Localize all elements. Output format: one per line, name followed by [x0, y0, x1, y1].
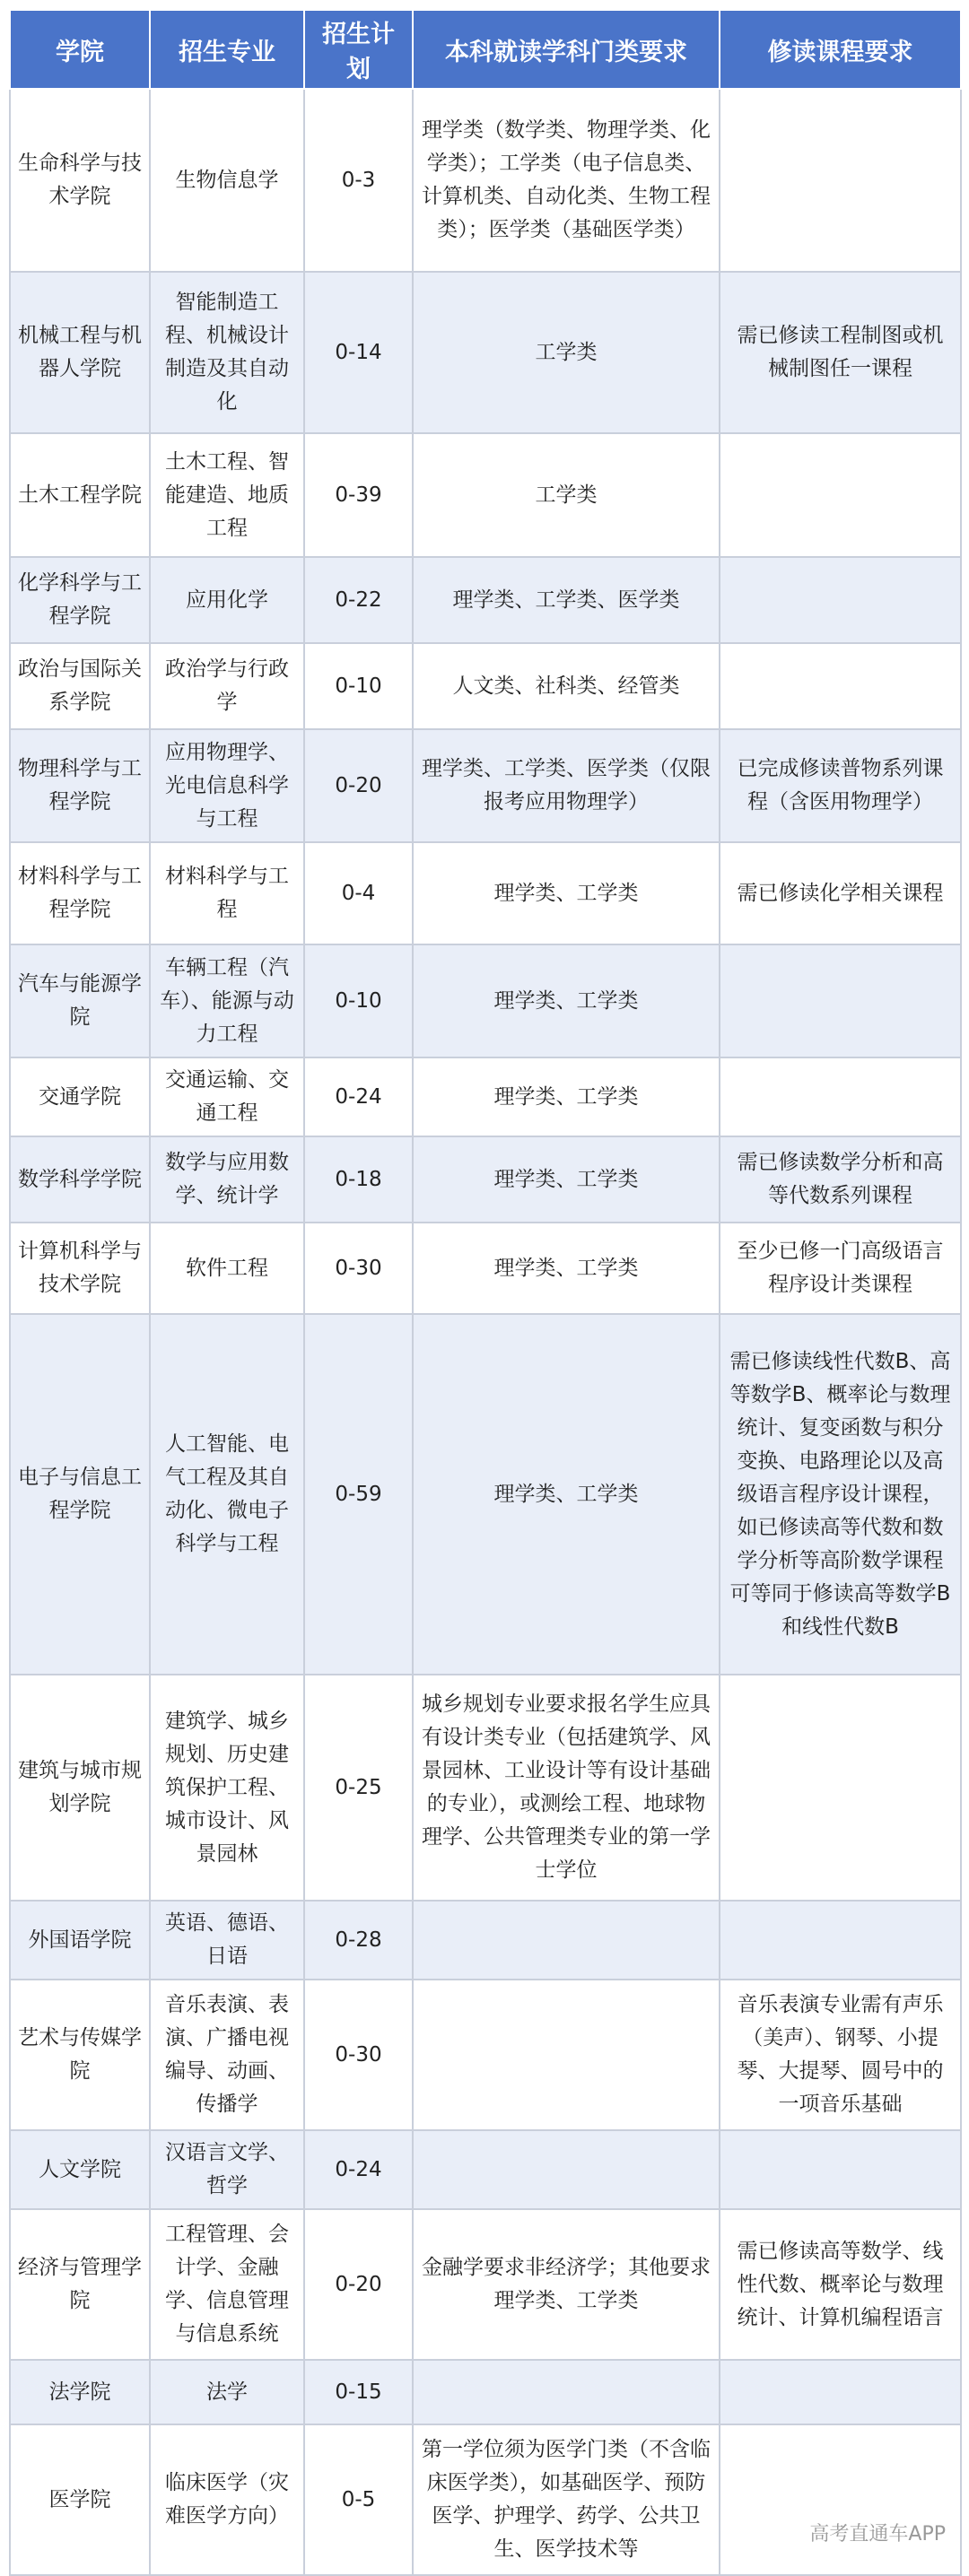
cell-discipline-requirement — [413, 2360, 720, 2424]
cell-quota: 0-22 — [304, 557, 413, 643]
admission-table — [9, 9, 962, 2576]
cell-college: 化学科学与工程学院 — [10, 557, 150, 643]
cell-course-requirement — [720, 89, 961, 272]
cell-major: 法学 — [150, 2360, 304, 2424]
cell-college: 生命科学与技术学院 — [10, 89, 150, 272]
cell-quota: 0-10 — [304, 643, 413, 729]
table-row — [10, 433, 961, 557]
cell-course-requirement: 需已修读化学相关课程 — [720, 842, 961, 944]
cell-college: 机械工程与机器人学院 — [10, 272, 150, 433]
cell-quota: 0-18 — [304, 1136, 413, 1223]
cell-quota: 0-59 — [304, 1314, 413, 1675]
table-row — [10, 842, 961, 944]
cell-major: 汉语言文学、哲学 — [150, 2130, 304, 2209]
cell-course-requirement: 至少已修一门高级语言程序设计类课程 — [720, 1223, 961, 1314]
cell-quota: 0-14 — [304, 272, 413, 433]
cell-discipline-requirement: 理学类、工学类 — [413, 1314, 720, 1675]
table-row — [10, 557, 961, 643]
cell-quota: 0-4 — [304, 842, 413, 944]
cell-quota: 0-25 — [304, 1675, 413, 1901]
cell-quota: 0-15 — [304, 2360, 413, 2424]
table-row — [10, 2424, 961, 2575]
cell-course-requirement — [720, 1675, 961, 1901]
cell-college: 法学院 — [10, 2360, 150, 2424]
table-header-row — [10, 10, 961, 89]
cell-college: 数学科学学院 — [10, 1136, 150, 1223]
cell-course-requirement — [720, 643, 961, 729]
table-row — [10, 643, 961, 729]
cell-major: 材料科学与工程 — [150, 842, 304, 944]
cell-discipline-requirement — [413, 2130, 720, 2209]
cell-major: 生物信息学 — [150, 89, 304, 272]
cell-college: 土木工程学院 — [10, 433, 150, 557]
admission-table-container — [9, 9, 960, 2576]
cell-quota: 0-28 — [304, 1901, 413, 1980]
cell-course-requirement: 需已修读高等数学、线性代数、概率论与数理统计、计算机编程语言 — [720, 2209, 961, 2360]
header-course-requirement: 修读课程要求 — [720, 10, 961, 89]
table-row — [10, 729, 961, 842]
cell-discipline-requirement: 人文类、社科类、经管类 — [413, 643, 720, 729]
cell-discipline-requirement: 理学类、工学类 — [413, 1223, 720, 1314]
table-row — [10, 1136, 961, 1223]
cell-college: 人文学院 — [10, 2130, 150, 2209]
cell-college: 经济与管理学院 — [10, 2209, 150, 2360]
cell-college: 物理科学与工程学院 — [10, 729, 150, 842]
cell-discipline-requirement: 理学类、工学类、医学类 — [413, 557, 720, 643]
cell-discipline-requirement: 金融学要求非经济学；其他要求理学类、工学类 — [413, 2209, 720, 2360]
cell-discipline-requirement: 理学类、工学类 — [413, 1057, 720, 1136]
cell-discipline-requirement: 理学类、工学类 — [413, 1136, 720, 1223]
table-row — [10, 1314, 961, 1675]
cell-major: 临床医学（灾难医学方向） — [150, 2424, 304, 2575]
cell-quota: 0-20 — [304, 2209, 413, 2360]
cell-course-requirement: 需已修读工程制图或机械制图任一课程 — [720, 272, 961, 433]
cell-college: 电子与信息工程学院 — [10, 1314, 150, 1675]
cell-major: 应用物理学、光电信息科学与工程 — [150, 729, 304, 842]
table-row — [10, 2360, 961, 2424]
cell-discipline-requirement: 城乡规划专业要求报名学生应具有设计类专业（包括建筑学、风景园林、工业设计等有设计基础的专业），或测绘工程、地球物理学、公共管理类专业的第一学士学位 — [413, 1675, 720, 1901]
cell-major: 人工智能、电气工程及其自动化、微电子科学与工程 — [150, 1314, 304, 1675]
table-row — [10, 272, 961, 433]
cell-college: 材料科学与工程学院 — [10, 842, 150, 944]
table-row — [10, 1223, 961, 1314]
cell-discipline-requirement: 第一学位须为医学门类（不含临床医学类），如基础医学、预防医学、护理学、药学、公共卫生、医学技术等 — [413, 2424, 720, 2575]
cell-course-requirement — [720, 944, 961, 1057]
cell-major: 车辆工程（汽车）、能源与动力工程 — [150, 944, 304, 1057]
table-row — [10, 1980, 961, 2130]
cell-course-requirement: 需已修读线性代数B、高等数学B、概率论与数理统计、复变函数与积分变换、电路理论以及高级语言程序设计课程，如已修读高等代数和数学分析等高阶数学课程可等同于修读高等数学B和线性代数B — [720, 1314, 961, 1675]
header-college: 学院 — [10, 10, 150, 89]
cell-discipline-requirement: 理学类（数学类、物理学类、化学类）；工学类（电子信息类、计算机类、自动化类、生物工程类）；医学类（基础医学类） — [413, 89, 720, 272]
cell-course-requirement — [720, 2360, 961, 2424]
header-major: 招生专业 — [150, 10, 304, 89]
cell-college: 政治与国际关系学院 — [10, 643, 150, 729]
cell-course-requirement — [720, 557, 961, 643]
cell-major: 智能制造工程、机械设计制造及其自动化 — [150, 272, 304, 433]
cell-course-requirement — [720, 2130, 961, 2209]
cell-college: 建筑与城市规划学院 — [10, 1675, 150, 1901]
cell-college: 艺术与传媒学院 — [10, 1980, 150, 2130]
cell-discipline-requirement: 工学类 — [413, 433, 720, 557]
cell-major: 政治学与行政学 — [150, 643, 304, 729]
cell-quota: 0-24 — [304, 2130, 413, 2209]
cell-college: 计算机科学与技术学院 — [10, 1223, 150, 1314]
cell-quota: 0-20 — [304, 729, 413, 842]
cell-major: 土木工程、智能建造、地质工程 — [150, 433, 304, 557]
cell-quota: 0-24 — [304, 1057, 413, 1136]
cell-major: 建筑学、城乡规划、历史建筑保护工程、城市设计、风景园林 — [150, 1675, 304, 1901]
table-row — [10, 2130, 961, 2209]
table-row — [10, 1901, 961, 1980]
cell-discipline-requirement — [413, 1980, 720, 2130]
cell-course-requirement — [720, 2424, 961, 2575]
watermark-text: 高考直通车APP — [809, 2523, 946, 2546]
cell-course-requirement: 需已修读数学分析和高等代数系列课程 — [720, 1136, 961, 1223]
cell-college: 汽车与能源学院 — [10, 944, 150, 1057]
cell-course-requirement: 音乐表演专业需有声乐（美声）、钢琴、小提琴、大提琴、圆号中的一项音乐基础 — [720, 1980, 961, 2130]
header-quota: 招生计划 — [304, 10, 413, 89]
cell-course-requirement — [720, 1901, 961, 1980]
table-row — [10, 2209, 961, 2360]
cell-major: 应用化学 — [150, 557, 304, 643]
cell-discipline-requirement: 工学类 — [413, 272, 720, 433]
cell-quota: 0-10 — [304, 944, 413, 1057]
cell-discipline-requirement: 理学类、工学类、医学类（仅限报考应用物理学） — [413, 729, 720, 842]
table-row — [10, 1675, 961, 1901]
table-row — [10, 89, 961, 272]
cell-college: 交通学院 — [10, 1057, 150, 1136]
header-discipline-requirement: 本科就读学科门类要求 — [413, 10, 720, 89]
cell-discipline-requirement — [413, 1901, 720, 1980]
cell-major: 软件工程 — [150, 1223, 304, 1314]
cell-course-requirement — [720, 433, 961, 557]
cell-major: 工程管理、会计学、金融学、信息管理与信息系统 — [150, 2209, 304, 2360]
cell-major: 音乐表演、表演、广播电视编导、动画、传播学 — [150, 1980, 304, 2130]
cell-college: 医学院 — [10, 2424, 150, 2575]
cell-college: 外国语学院 — [10, 1901, 150, 1980]
cell-quota: 0-5 — [304, 2424, 413, 2575]
cell-quota: 0-30 — [304, 1980, 413, 2130]
cell-major: 英语、德语、日语 — [150, 1901, 304, 1980]
table-row — [10, 944, 961, 1057]
cell-course-requirement: 已完成修读普物系列课程（含医用物理学） — [720, 729, 961, 842]
cell-quota: 0-30 — [304, 1223, 413, 1314]
cell-course-requirement — [720, 1057, 961, 1136]
cell-major: 交通运输、交通工程 — [150, 1057, 304, 1136]
cell-discipline-requirement: 理学类、工学类 — [413, 842, 720, 944]
cell-quota: 0-39 — [304, 433, 413, 557]
cell-quota: 0-3 — [304, 89, 413, 272]
table-body — [10, 89, 961, 2575]
table-row — [10, 1057, 961, 1136]
cell-major: 数学与应用数学、统计学 — [150, 1136, 304, 1223]
cell-discipline-requirement: 理学类、工学类 — [413, 944, 720, 1057]
